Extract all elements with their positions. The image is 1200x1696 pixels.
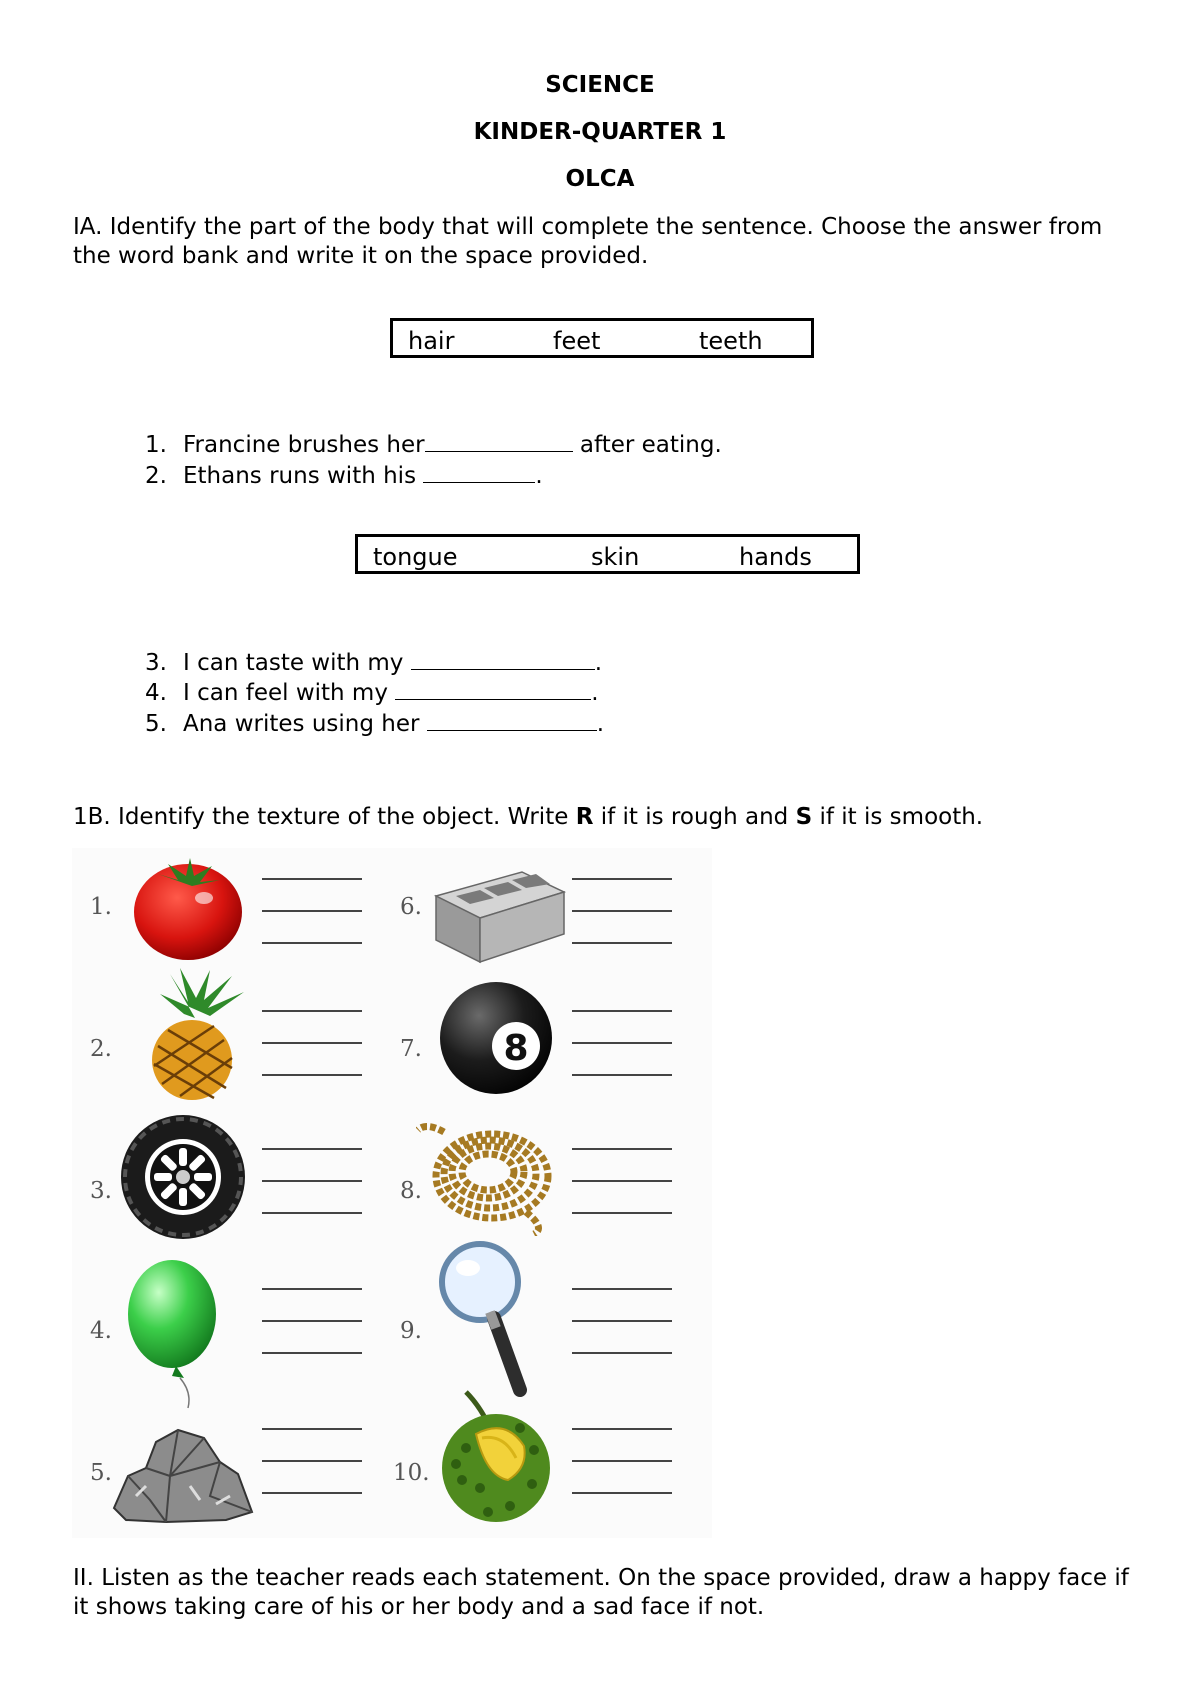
durian-icon xyxy=(436,1388,558,1526)
item-text-before: Ethans runs with his xyxy=(183,463,424,489)
code-title: OLCA xyxy=(565,166,635,192)
magnifying-glass-icon xyxy=(436,1238,536,1398)
answer-blank[interactable] xyxy=(395,677,591,700)
answer-line[interactable] xyxy=(262,1428,362,1430)
item-text-after: . xyxy=(591,680,599,706)
answer-line[interactable] xyxy=(262,1492,362,1494)
answer-line[interactable] xyxy=(262,1042,362,1044)
rock-icon xyxy=(106,1416,256,1526)
answer-line[interactable] xyxy=(262,1460,362,1462)
concrete-block-icon xyxy=(432,866,568,964)
answer-line[interactable] xyxy=(262,942,362,944)
eight-ball-number: 8 xyxy=(503,1028,529,1069)
answer-line[interactable] xyxy=(262,878,362,880)
answer-line[interactable] xyxy=(572,1320,672,1322)
smooth-letter: S xyxy=(795,804,813,830)
item-text-before: I can feel with my xyxy=(183,680,396,706)
item-number: 6. xyxy=(400,894,422,920)
answer-line[interactable] xyxy=(262,1148,362,1150)
item-text-after: . xyxy=(594,650,603,676)
item-text-after: after eating. xyxy=(572,432,722,458)
word-bank-2 xyxy=(355,534,860,574)
answer-line[interactable] xyxy=(262,1288,362,1290)
answer-line[interactable] xyxy=(572,1428,672,1430)
answer-line[interactable] xyxy=(572,1148,672,1150)
item-number: 2. xyxy=(145,463,167,489)
item-number: 1. xyxy=(145,432,167,458)
answer-line[interactable] xyxy=(572,1288,672,1290)
part-ia-instructions: IA. Identify the part of the body that will complete the sentence. Choose the answer from the word bank and write it on the space provided. xyxy=(73,214,1103,269)
item-text-after: . xyxy=(596,711,605,737)
item-number: 3. xyxy=(90,1178,112,1204)
answer-line[interactable] xyxy=(572,1180,672,1182)
answer-line[interactable] xyxy=(262,1352,362,1354)
answer-blank[interactable] xyxy=(423,460,535,483)
item-number: 8. xyxy=(400,1178,422,1204)
part-ii-instructions: II. Listen as the teacher reads each statement. On the space provided, draw a happy face if it shows taking care of his or her body and a sad face if not. xyxy=(73,1565,1129,1620)
item-number: 4. xyxy=(90,1318,112,1344)
item-text-before: Ana writes using her xyxy=(183,711,427,737)
item-text-before: Francine brushes her xyxy=(183,432,425,458)
answer-blank[interactable] xyxy=(425,429,573,452)
item-text-after: . xyxy=(535,463,543,489)
item-number: 10. xyxy=(393,1460,430,1486)
word-bank-1 xyxy=(390,318,814,358)
instruction-text: 1B. Identify the texture of the object. Write xyxy=(73,804,576,830)
answer-line[interactable] xyxy=(572,1352,672,1354)
answer-line[interactable] xyxy=(572,942,672,944)
answer-line[interactable] xyxy=(262,1074,362,1076)
part-ib-instructions xyxy=(73,803,1133,832)
item-number: 5. xyxy=(145,711,167,737)
answer-line[interactable] xyxy=(572,910,672,912)
answer-line[interactable] xyxy=(262,1212,362,1214)
word-bank-2-word: tongue xyxy=(373,543,458,571)
answer-line[interactable] xyxy=(572,1042,672,1044)
answer-line[interactable] xyxy=(262,1010,362,1012)
answer-line[interactable] xyxy=(572,1074,672,1076)
word-bank-2-word: skin xyxy=(591,543,640,571)
item-number: 7. xyxy=(400,1036,422,1062)
word-bank-1-word: teeth xyxy=(699,327,763,355)
instruction-text: if it is rough and xyxy=(593,804,796,830)
item-number: 2. xyxy=(90,1036,112,1062)
list-item xyxy=(145,460,543,491)
answer-line[interactable] xyxy=(572,878,672,880)
item-text-before: I can taste with my xyxy=(183,650,411,676)
answer-blank[interactable] xyxy=(411,647,595,670)
answer-line[interactable] xyxy=(262,910,362,912)
pineapple-icon xyxy=(140,968,250,1102)
item-number: 4. xyxy=(145,680,167,706)
word-bank-2-word: hands xyxy=(739,543,812,571)
balloon-icon xyxy=(122,1258,232,1414)
answer-blank[interactable] xyxy=(427,708,597,731)
item-number: 5. xyxy=(90,1460,112,1486)
subject-title: SCIENCE xyxy=(545,72,655,98)
list-item xyxy=(145,429,722,460)
answer-line[interactable] xyxy=(572,1492,672,1494)
word-bank-1-word: feet xyxy=(553,327,601,355)
list-item xyxy=(145,647,602,678)
answer-line[interactable] xyxy=(262,1180,362,1182)
level-title: KINDER-QUARTER 1 xyxy=(473,119,727,145)
tire-icon xyxy=(118,1112,248,1242)
answer-line[interactable] xyxy=(572,1212,672,1214)
tomato-icon xyxy=(128,850,246,962)
answer-line[interactable] xyxy=(262,1320,362,1322)
instruction-text: if it is smooth. xyxy=(812,804,984,830)
list-item xyxy=(145,708,604,739)
rope-icon xyxy=(416,1116,566,1236)
rough-letter: R xyxy=(575,804,594,830)
answer-line[interactable] xyxy=(572,1460,672,1462)
eight-ball-icon xyxy=(438,978,558,1098)
item-number: 1. xyxy=(90,894,112,920)
list-item xyxy=(145,677,599,708)
word-bank-1-word: hair xyxy=(408,327,455,355)
answer-line[interactable] xyxy=(572,1010,672,1012)
item-number: 3. xyxy=(145,650,167,676)
item-number: 9. xyxy=(400,1318,422,1344)
